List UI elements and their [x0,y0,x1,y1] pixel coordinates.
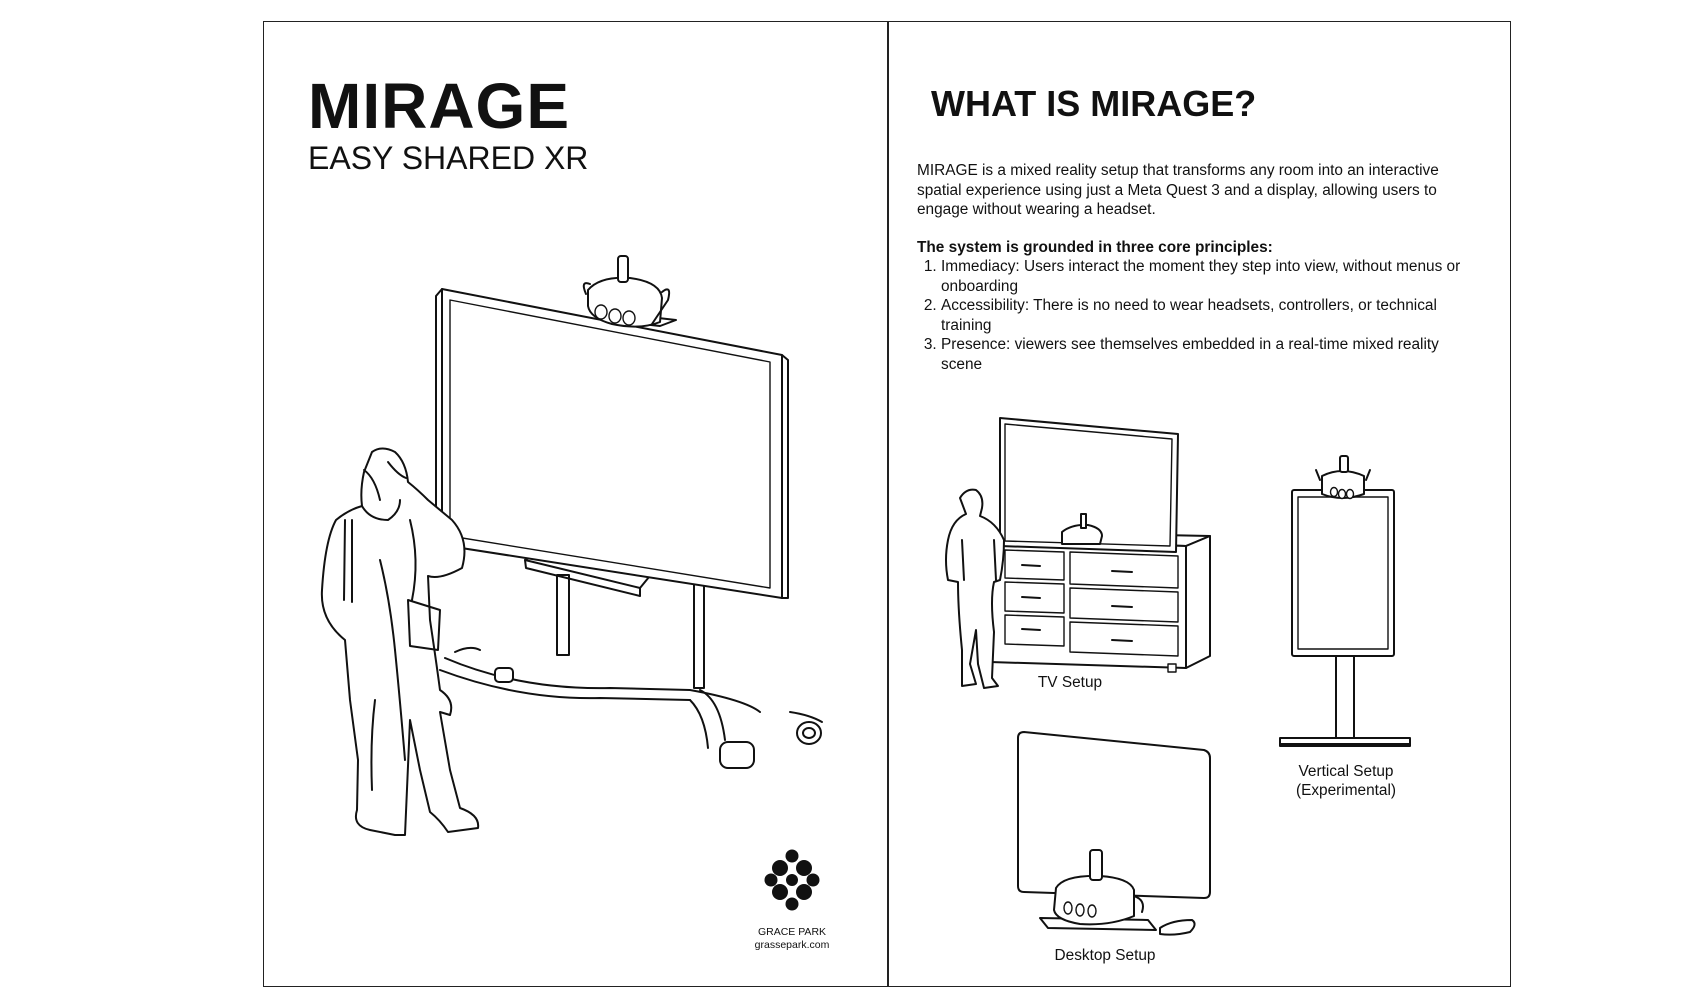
tv-setup-illustration [946,418,1210,688]
logo-url: grassepark.com [754,939,830,951]
desktop-setup-caption: Desktop Setup [1054,947,1156,964]
vertical-setup-caption: Vertical Setup (Experimental) [1295,763,1397,799]
tv-cart-illustration [436,256,822,768]
about-heading: WHAT IS MIRAGE? [931,83,1257,124]
principle-item: 2. Accessibility: There is no need to wear headsets, controllers, or technical training [941,296,1481,335]
principle-item: 3. Presence: viewers see themselves embedded in a real-time mixed reality scene [941,335,1481,374]
tv-setup-caption: TV Setup [1037,674,1103,691]
cover-title: MIRAGE [308,70,570,142]
molecule-logo-icon [765,850,820,911]
about-intro: MIRAGE is a mixed reality setup that transforms any room into an interactive spatial experience using just a Meta Quest 3 and a display, allowing users to engage without wearing a headset. [917,162,1439,218]
principles-list [917,257,1481,374]
desktop-setup-illustration [1018,732,1210,935]
principles-title: The system is grounded in three core principles: [917,239,1273,256]
cover-subtitle: EASY SHARED XR [308,140,589,176]
logo-name: GRACE PARK [757,926,827,938]
principle-item: 1. Immediacy: Users interact the moment they step into view, without menus or onboarding [941,257,1481,296]
vertical-setup-illustration [1280,456,1410,746]
